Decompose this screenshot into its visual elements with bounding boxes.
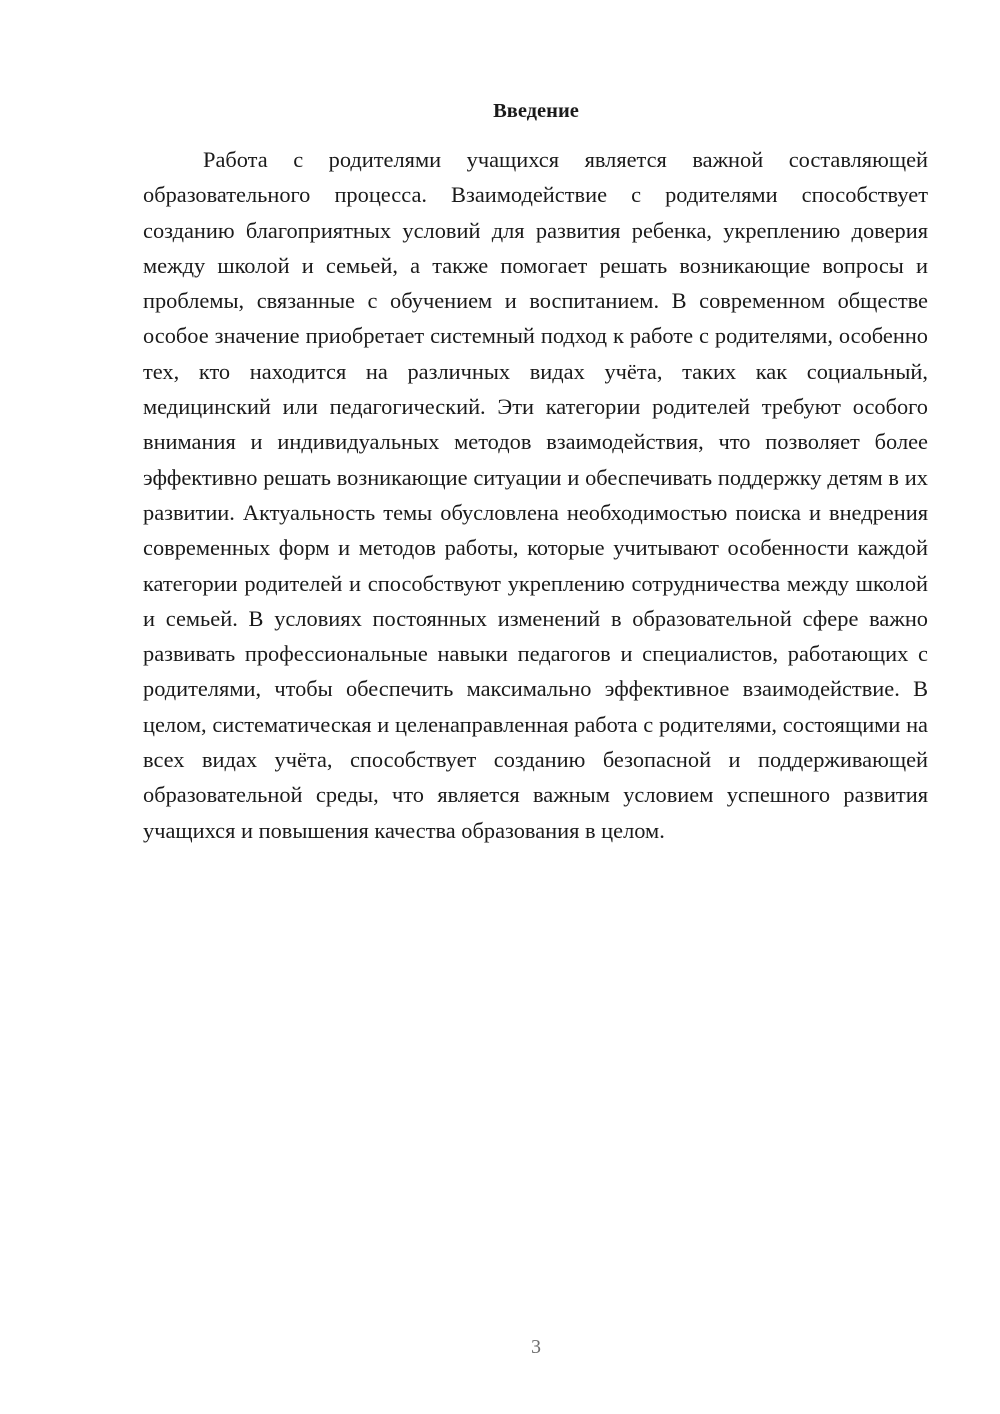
section-heading: Введение	[493, 100, 579, 122]
body-paragraph: Работа с родителями учащихся является важной составляющей образовательного процесса. Взаимодействие с родителями способствует созданию благоприятных условий для развития ребенка, укреплению доверия между школой и семьей, а также помогает решать возникающие вопросы и проблемы, связанные с обучением и воспитанием. В современном обществе особое значение приобретает системный подход к работе с родителями, особенно тех, кто находится на различных видах учёта, таких как социальный, медицинский или педагогический. Эти категории родителей требуют особого внимания и индивидуальных методов взаимодействия, что позволяет более эффективно решать возникающие ситуации и обеспечивать поддержку детям в их развитии. Актуальность темы обусловлена необходимостью поиска и внедрения современных форм и методов работы, которые учитывают особенности каждой категории родителей и способствуют укреплению сотрудничества между школой и семьей. В условиях постоянных изменений в образовательной сфере важно развивать профессиональные навыки педагогов и специалистов, работающих с родителями, чтобы обеспечить максимально эффективное взаимодействие. В целом, систематическая и целенаправленная работа с родителями, состоящими на всех видах учёта, способствует созданию безопасной и поддерживающей образовательной среды, что является важным условием успешного развития учащихся и повышения качества образования в целом.	[143, 147, 928, 843]
page-number: 3	[531, 1336, 541, 1358]
